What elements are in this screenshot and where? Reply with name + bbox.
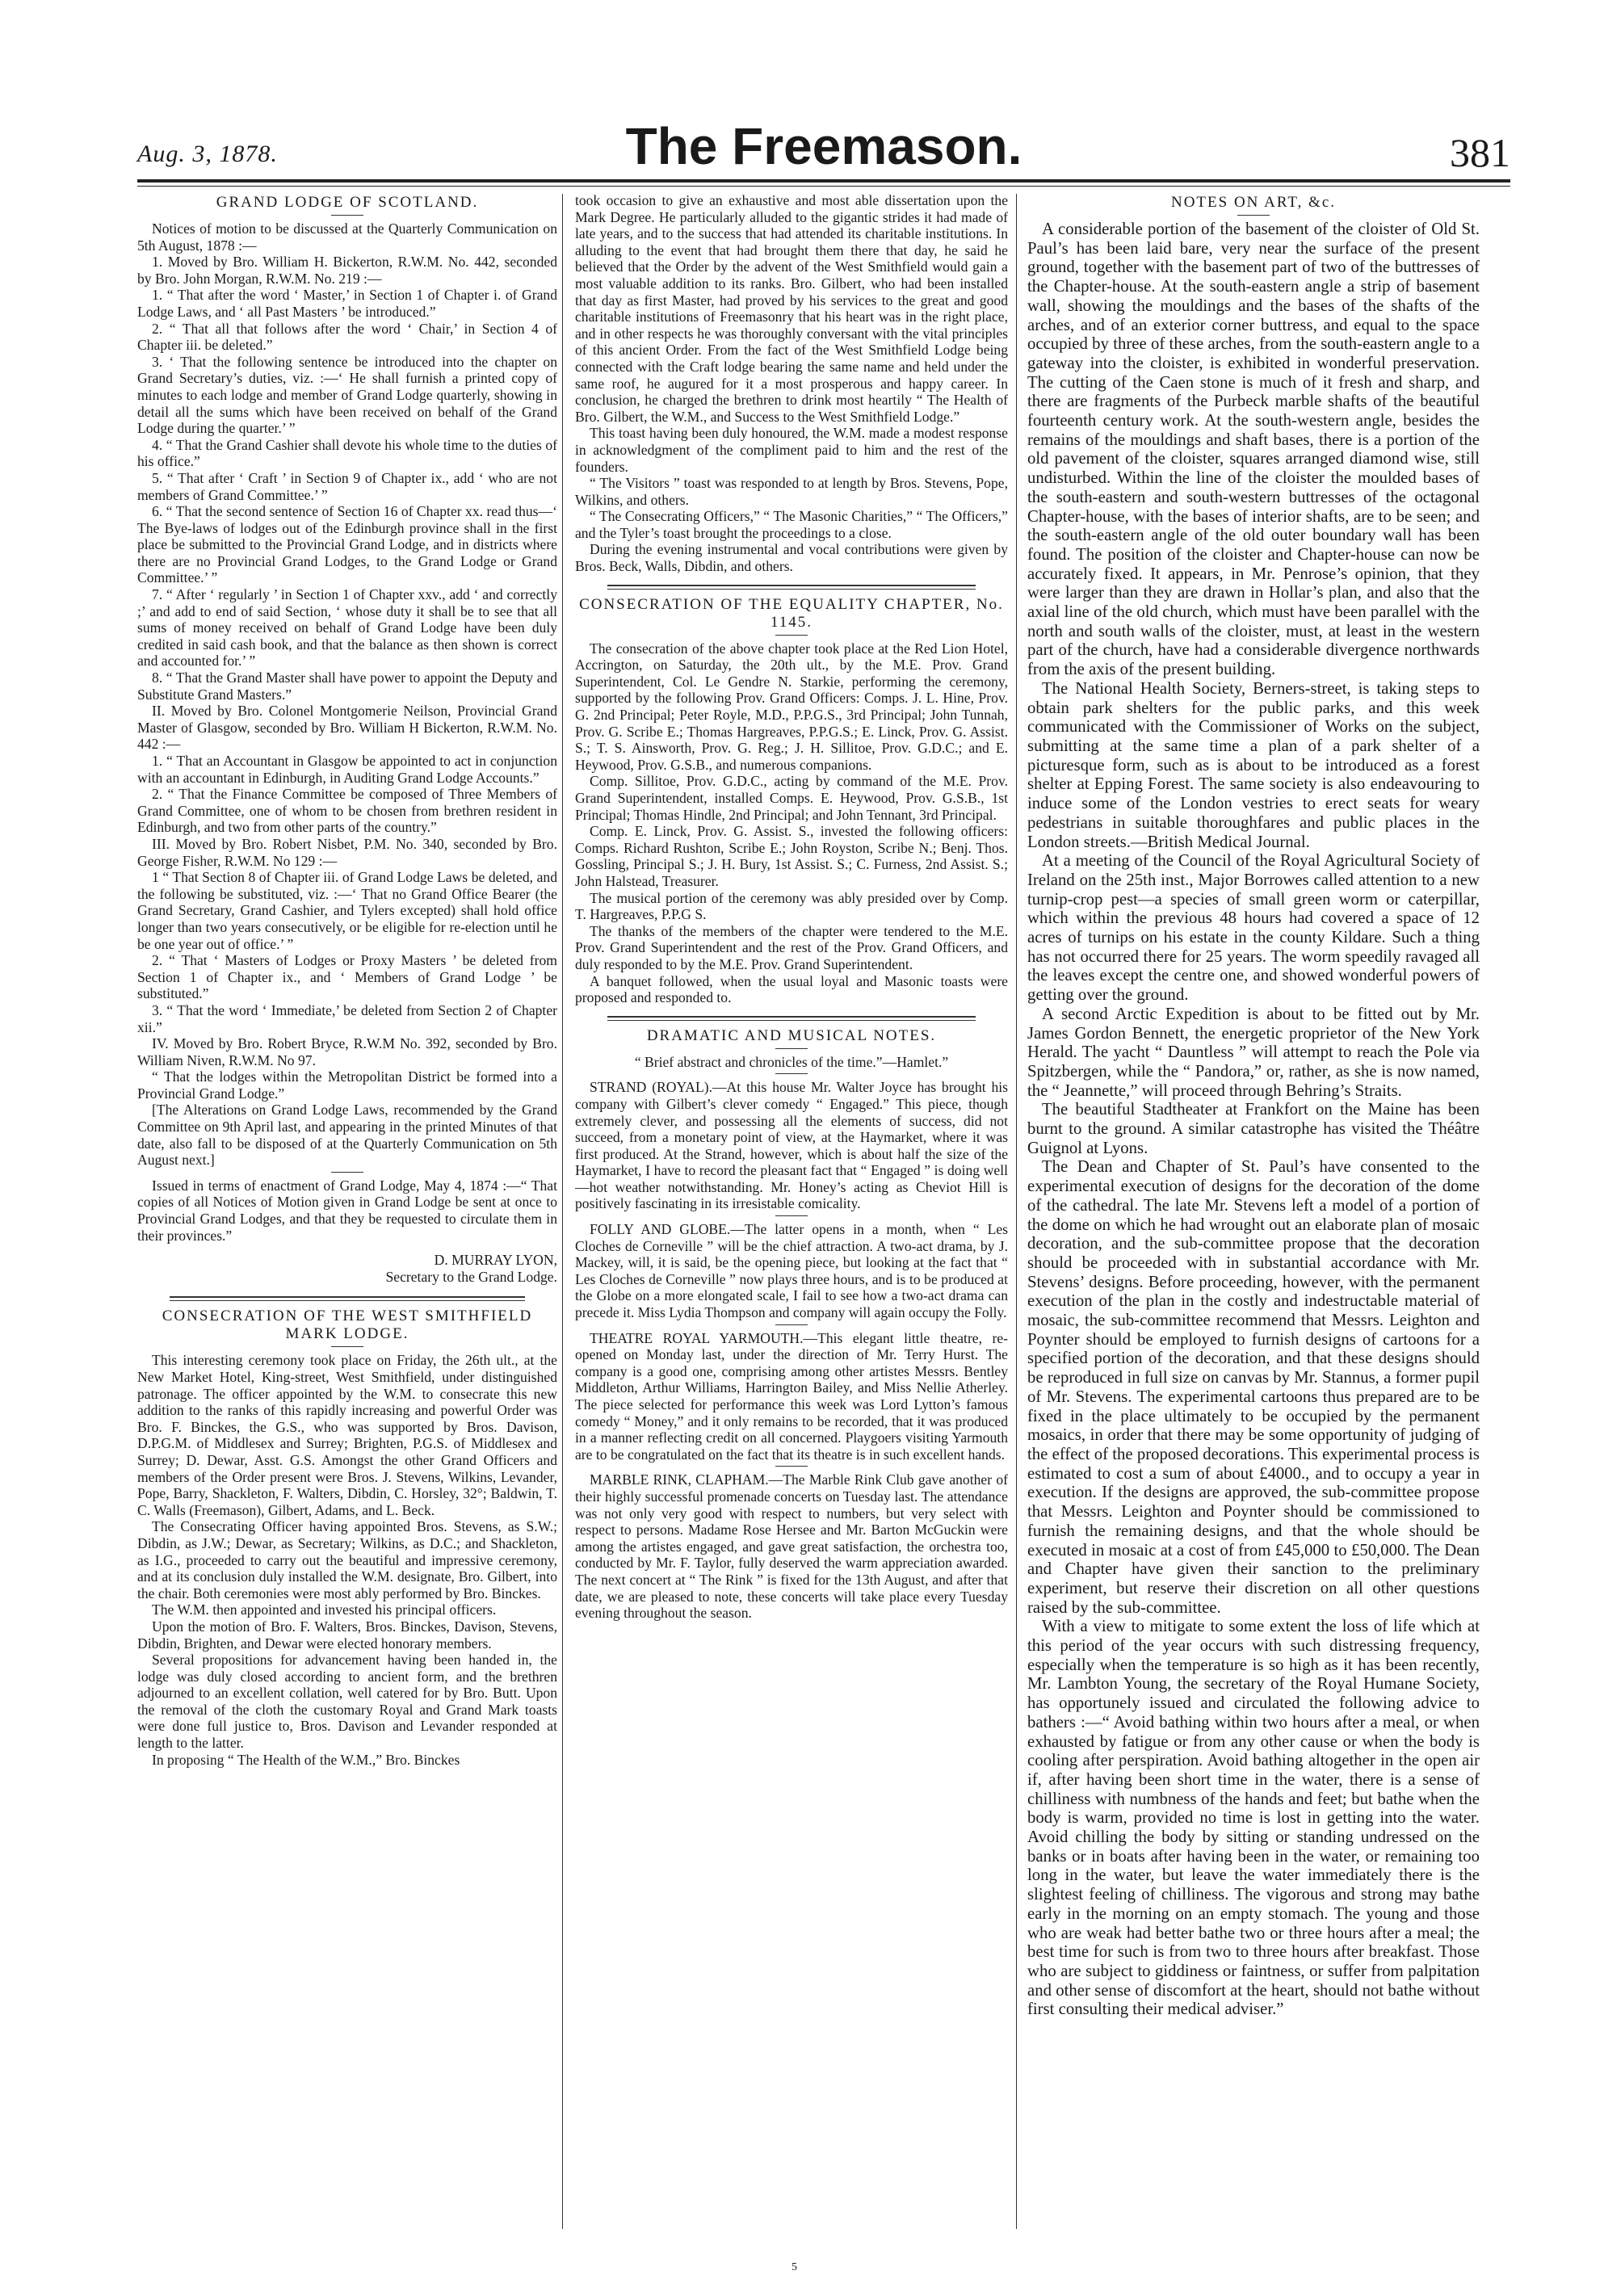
signature-mark: 5 [792,2261,797,2273]
masthead-rule [137,179,1510,183]
paragraph: Several propositions for advancement having been handed in, the lodge was duly closed according to ancient form, and the brethren adjourned to an excellent collation, well catered for by Bro. Butt. Upon the removal of the cloth the customary Royal and Grand Mark toasts were done full justice to, Bros. Davison and Levander responded at length to the latter. [137,1652,557,1752]
signature-title: Secretary to the Grand Lodge. [385,1268,557,1285]
paragraph: 3. ‘ That the following sentence be introduced into the chapter on Grand Secretary’s duties, viz. :—‘ He shall furnish a printed copy of minutes to each lodge and member of Grand Lodge quarterly, showing in detail all the sums which have been received on behalf of the Grand Lodge during the quarter.’ ” [137,353,557,437]
paragraph: A second Arctic Expedition is about to be fitted out by Mr. James Gordon Bennett, the energetic proprietor of the New York Herald. The yacht “ Dauntless ” will attempt to reach the Pole via Spitzbergen, while the “ Pandora,” or, rather, as she is now named, the “ Jeannette,” will proceed through Behring’s Straits. [1027,1005,1480,1100]
paragraph: The beautiful Stadtheater at Frankfort on the Maine has been burnt to the ground. A similar catastrophe has visited the Théâtre Guignol at Lyons. [1027,1101,1480,1157]
divider [775,1048,808,1049]
paragraph: FOLLY AND GLOBE.—The latter opens in a month, when “ Les Cloches de Corneville ” will be the chief attraction. A two-act drama, by J. Mackey, will, it is said, be the opening piece, but looking at the fact that “ Les Cloches de Corneville ” now plays three hours, and is to be produced at the Globe on a more elongated scale, I fail to see how a two-act drama can precede it. Miss Lydia Thompson and company will again occupy the Folly. [575,1221,1008,1321]
article-heading: CONSECRATION OF THE EQUALITY CHAPTER, No. 1145. [579,595,1004,631]
column-divider [562,194,563,2229]
paragraph: MARBLE RINK, CLAPHAM.—The Marble Rink Club gave another of their highly successful promenade concerts on Tuesday last. The attendance was not only very good with respect to numbers, but very select with respect to persons. Madame Rose Hersee and Mr. Barton McGuckin were among the artistes engaged, and gave great satisfaction, the orchestra too, conducted by Mr. F. Taylor, fully deserved the warm appreciation awarded. The next concert at “ The Rink ” is fixed for the 13th August, and after that date, we are pleased to note, these concerts will take place every Tuesday evening throughout the season. [575,1471,1008,1622]
epigraph: “ Brief abstract and chronicles of the time.”—Hamlet.” [634,1053,949,1070]
paragraph: took occasion to give an exhaustive and most able dissertation upon the Mark Degree. He particularly alluded to the gigantic strides it had made of late years, and to the success that had attended its charitable institutions. In alluding to the event that had brought them there that day, he said he believed that the Order by the advent of the West Smithfield would gain a most valuable addition to its ranks. Bro. Gilbert, who had been installed that day as first Master, had proved by his services to the great and good charitable institutions of Freemasonry that his heart was in the right place, and in other respects he was thoroughly conversant with the vital principles of this ancient Order. From the fact of the West Smithfield Lodge being connected with the Craft lodge bearing the same name and held under the same roof, he augured for it a most prosperous and happy career. In conclusion, he charged the brethren to drink most heartily “ The Health of Bro. Gilbert, the W.M., and Success to the West Smithfield Lodge.” [575,192,1008,425]
section-rule [607,1016,976,1021]
section-rule [170,1296,525,1301]
newspaper-title: The Freemason. [625,117,1022,175]
column-1 [137,192,557,2260]
page-number: 381 [1450,130,1510,175]
paragraph: Comp. E. Linck, Prov. G. Assist. S., invested the following officers: Comps. Richard Rushton, Scribe E.; John Royston, Scribe N.; Benj. Thos. Gossling, Principal S.; J. H. Bury, 1st Assist. S.; C. Furness, 2nd Assist. S.; John Halstead, Treasurer. [575,823,1008,889]
signature-name: D. MURRAY LYON, [434,1252,557,1269]
divider [775,1324,808,1325]
paragraph: During the evening instrumental and vocal contributions were given by Bros. Beck, Walls, Dibdin, and others. [575,541,1008,575]
paragraph: This toast having been duly honoured, the W.M. made a modest response in acknowledgment of the compliment paid to him and the rest of the founders. [575,425,1008,475]
paragraph: Comp. Sillitoe, Prov. G.D.C., acting by command of the M.E. Prov. Grand Superintendent, installed Comps. E. Heywood, Prov. G.S.B., 1st Principal; Thomas Hindle, 2nd Principal; and John Tennant, 3rd Principal. [575,773,1008,823]
paragraph: Issued in terms of enactment of Grand Lodge, May 4, 1874 :—“ That copies of all Notices of Motion given in Grand Lodge be sent at once to Provincial Grand Lodges, and that they be requested to circulate them in their provinces.” [137,1177,557,1244]
paragraph: Notices of motion to be discussed at the Quarterly Communication on 5th August, 1878 :— [137,220,557,254]
paragraph: “ The Visitors ” toast was responded to at length by Bros. Stevens, Pope, Wilkins, and others. [575,475,1008,508]
paragraph: “ That the lodges within the Metropolitan District be formed into a Provincial Grand Lodge.” [137,1068,557,1102]
paragraph: THEATRE ROYAL YARMOUTH.—This elegant little theatre, re-opened on Monday last, under the direction of Mr. Terry Hurst. The company is a good one, comprising among other artistes Messrs. Bentley Middleton, Arthur Williams, Harrington Bailey, and Miss Nellie Atherley. The piece selected for performance this week was Lord Lytton’s famous comedy “ Money,” and it only remains to be recorded, that it was produced in a manner reflecting credit on all concerned. Playgoers visiting Yarmouth are to be congratulated on the fact that its theatre is in such excellent hands. [575,1329,1008,1463]
paragraph: 5. “ That after ‘ Craft ’ in Section 9 of Chapter ix., add ‘ who are not members of Grand Committee.’ ” [137,469,557,503]
paragraph: 2. “ That the Finance Committee be composed of Three Members of Grand Committee, one of whom to be chosen from brethren resident in Edinburgh, and two from other parts of the country.” [137,786,557,836]
divider [331,1172,363,1173]
paragraph: The Dean and Chapter of St. Paul’s have consented to the experimental execution of designs for the decoration of the dome of the cathedral. The late Mr. Stevens left a model of a portion of the dome on which he had wrought out an elaborate plan of mosaic decoration, and the sub-committee propose that the decoration should be proceeded with in substantial accordance with Mr. Stevens’ designs. Before proceeding, however, with the permanent execution of the plan in the costly and indestructable material of mosaic, the sub-committee recommend that Messrs. Leighton and Poynter should be employed to furnish designs of cartoons for a specified portion of the decoration, and that these designs should be reproduced in full size on canvas by Mr. Stannus, a former pupil of Mr. Stevens. The experimental cartoons thus prepared are to be fixed in the place ultimately to be occupied by the permanent mosaics, in order that there may be some opportunity of judging of the effect of the proposed decorations. This experimental process is estimated to cost a sum of about £4000., and to occupy a year in execution. If the designs are approved, the sub-committee propose that Messrs. Leighton and Poynter should be commissioned to furnish the remaining designs, and that the whole should be executed in mosaic at a cost of from £45,000 to £50,000. The Dean and Chapter have given their sanction to the preliminary experiment, but reserve their discretion on all other questions raised by the sub-committee. [1027,1158,1480,1617]
paragraph: With a view to mitigate to some extent the loss of life which at this period of the year occurs with such distressing frequency, especially when the temperature is so high as it has been recently, Mr. Lambton Young, the secretary of the Royal Humane Society, has opportunely issued and circulated the following advice to bathers :—“ Avoid bathing within two hours after a meal, or when exhausted by fatigue or from any other cause or when the body is cooling after perspiration. Avoid bathing altogether in the open air if, after having been short time in the water, there is a sense of chilliness with numbness of the hands and feet; but bathe when the body is warm, provided no time is lost in getting into the water. Avoid chilling the body by sitting or standing undressed on the banks or in boats after having been in the water, or remaining too long in the water, but leave the water immediately there is the slightest feeling of chilliness. The vigorous and strong may bathe early in the morning on an empty stomach. The young and those who are weak had better bathe two or three hours after a meal; the best time for such is from two to three hours after breakfast. Those who are subject to giddiness or faintness, or suffer from palpitation and other sense of discomfort at the heart, should not bathe without first consulting their medical adviser.” [1027,1618,1480,2019]
paragraph: 1. Moved by Bro. William H. Bickerton, R.W.M. No. 442, seconded by Bro. John Morgan, R.W.M. No. 219 :— [137,254,557,287]
paragraph: A considerable portion of the basement of the cloister of Old St. Paul’s has been laid bare, very near the surface of the present ground, together with the basement part of two of the buttresses of the Chapter-house. At the south-eastern angle a strip of basement wall, showing the mouldings and the bases of the shafts of the arches, and of an exterior corner buttress, and equal to the space occupied by three of these arches, from the south-eastern angle to a gateway into the cloister, is exhibited in wonderful preservation. The cutting of the Caen stone is much of it fresh and sharp, and there are fragments of the Purbeck marble shafts of the beautiful fourteenth century work. At the south-western angle, besides the remains of the mouldings and shaft bases, there is a portion of the old pavement of the cloister, squares arranged diamond wise, still undisturbed. Within the line of the cloister the moulded bases of the south-eastern and south-western buttresses of the octagonal Chapter-house, with the bases of interior shafts, are to be seen; and the south-eastern angle of the old outer boundary wall has been found. The position of the cloister and Chapter-house can now be accurately fixed. It appears, in Mr. Penrose’s opinion, that they were larger than they are drawn in Hollar’s plan, and also that the axial line of the old church, which must have been parallel with the north and south walls of the cloister, must, at least in the western part of the church, have had a considerable divergence northwards from the axis of the present building. [1027,220,1480,679]
paragraph: The Consecrating Officer having appointed Bros. Stevens, as S.W.; Dibdin, as J.W.; Dewar, as Secretary; Wilkins, as D.C.; and Shackleton, as I.G., proceeded to carry out the beautiful and impressive ceremony, and at its conclusion duly installed the W.M. designate, Bro. Gilbert, into the chair. Both ceremonies were most ably performed by Bro. Binckes. [137,1518,557,1601]
paragraph: Upon the motion of Bro. F. Walters, Bros. Binckes, Davison, Stevens, Dibdin, Brighten, and Dewar were elected honorary members. [137,1618,557,1652]
divider [331,1346,363,1347]
paragraph: The thanks of the members of the chapter were tendered to the M.E. Prov. Grand Superintendent and the rest of the Prov. Grand Officers, and duly responded to by the M.E. Prov. Grand Superintendent. [575,922,1008,972]
column-divider [1016,194,1017,2229]
article-heading: NOTES ON ART, &c. [1170,194,1337,211]
paragraph: 1 “ That Section 8 of Chapter iii. of Grand Lodge Laws be deleted, and the following be substituted, viz. :—‘ That no Grand Office Bearer (the Grand Secretary, Grand Cashier, and Tylers excepted) shall hold office longer than two years consecutively, or be eligible for re-election until he be one year out of office.’ ” [137,869,557,952]
divider [775,635,808,636]
issue-date: Aug. 3, 1878. [137,141,278,167]
divider [775,1466,808,1467]
paragraph: 8. “ That the Grand Master shall have power to appoint the Deputy and Substitute Grand Masters.” [137,669,557,703]
paragraph: 3. “ That the word ‘ Immediate,’ be deleted from Section 2 of Chapter xii.” [137,1001,557,1035]
paragraph: At a meeting of the Council of the Royal Agricultural Society of Ireland on the 25th inst., Major Borrowes called attention to a new turnip-crop pest—a species of small green worm or caterpillar, which within the previous 48 hours had covered a space of 12 acres of turnips on his estate in the county Kildare. Such a thing has not occurred there for 25 years. The worm speedily ravaged all the leaves except the centre one, and showed wonderful powers of getting over the ground. [1027,852,1480,1005]
paragraph: III. Moved by Bro. Robert Nisbet, P.M. No. 340, seconded by Bro. George Fisher, R.W.M. No 129 :— [137,835,557,869]
paragraph: 2. “ That all that follows after the word ‘ Chair,’ in Section 4 of Chapter iii. be deleted.” [137,320,557,354]
masthead-rule-thin [137,186,1510,187]
paragraph: [The Alterations on Grand Lodge Laws, recommended by the Grand Committee on 9th April last, and appearing in the printed Minutes of that date, also fall to be disposed of at the Quarterly Communication on 5th August next.] [137,1102,557,1169]
paragraph: 7. “ After ‘ regularly ’ in Section 1 of Chapter xxv., add ‘ and correctly ;’ and add to end of said Section, ‘ whose duty it shall be to see that all sums of money received on behalf of Grand Lodge have been duly credited in said cash book, and that the balance as then shown is correct and accounted for.’ ” [137,586,557,669]
paragraph: This interesting ceremony took place on Friday, the 26th ult., at the New Market Hotel, King-street, West Smithfield, under distinguished patronage. The officer appointed by the W.M. to consecrate this new addition to the ranks of this rapidly increasing and powerful Order was Bro. F. Binckes, the G.S., who was supported by Bros. Davison, D.P.G.M. of Middlesex and Surrey; Brighten, P.G.S. of Middlesex and Surrey; D. Dewar, Asst. G.S. Amongst the other Grand Officers and members of the Order present were Bros. J. Stevens, Wilkins, Levander, Pope, Barry, Shackleton, F. Walters, Dibdin, C. Horsley, 32°; Baldwin, T. C. Walls (Freemason), Gilbert, Adams, and L. Beck. [137,1352,557,1518]
paragraph: 1. “ That after the word ‘ Master,’ in Section 1 of Chapter i. of Grand Lodge Laws, and ‘ all Past Masters ’ be introduced.” [137,287,557,320]
paragraph: A banquet followed, when the usual loyal and Masonic toasts were proposed and responded to. [575,972,1008,1006]
paragraph: The National Health Society, Berners-street, is taking steps to obtain park shelters for the public parks, and this week communicated with the Commissioner of Works on the subject, submitting at the same time a plan of a park shelter of a picturesque form, such as is about to be introduced as a forest shelter at Epping Forest. The same society is also endeavouring to induce some of the London vestries to erect seats for weary pedestrians in suitable thoroughfares and public places in the London streets.—British Medical Journal. [1027,679,1480,851]
column-3 [1027,192,1480,2260]
paragraph: II. Moved by Bro. Colonel Montgomerie Neilson, Provincial Grand Master of Glasgow, seconded by Bro. William H Bickerton, R.W.M. No. 442 :— [137,703,557,753]
paragraph: The W.M. then appointed and invested his principal officers. [152,1601,497,1618]
paragraph: IV. Moved by Bro. Robert Bryce, R.W.M No. 392, seconded by Bro. William Niven, R.W.M. No 97. [137,1035,557,1068]
paragraph: 6. “ That the second sentence of Section 16 of Chapter xx. read thus—‘ The Bye-laws of lodges out of the Edinburgh province shall in the first place be submitted to the Provincial Grand Lodge, and in districts where there are no Provincial Grand Lodges, to the Grand Lodge or Grand Committee.’ ” [137,503,557,586]
paragraph: 4. “ That the Grand Cashier shall devote his whole time to the duties of his office.” [137,436,557,470]
article-heading: GRAND LODGE OF SCOTLAND. [216,194,479,211]
paragraph: The consecration of the above chapter took place at the Red Lion Hotel, Accrington, on Saturday, the 20th ult., by the M.E. Prov. Grand Superintendent, Col. Le Gendre N. Starkie, performing the ceremony, supported by the following Prov. Grand Officers: Comps. J. L. Hine, Prov. G. 2nd Principal; Peter Royle, M.D., P.P.G.S., 3rd Principal; John Tunnah, Prov. G. Scribe E.; Thomas Hargreaves, P.P.G.S.; E. Linck, Prov. G. Assist. S.; T. S. Ainsworth, Prov. G. Reg.; J. H. Sillitoe, Prov. G.D.C.; and E. Heywood, Prov. G.S.B., and numerous companions. [575,640,1008,773]
paragraph: STRAND (ROYAL).—At this house Mr. Walter Joyce has brought his company with Gilbert’s clever comedy “ Engaged.” This piece, though extremely clever, and possessing all the elements of success, did not succeed, from a monetary point of view, at the Haymarket, where it was first produced. At the Strand, however, which is about half the size of the Haymarket, I have to record the pleasant fact that “ Engaged ” is doing well—hot weather notwithstanding. Mr. Honey’s acting as Cheviot Hill is positively fascinating in its irresistable comicality. [575,1079,1008,1212]
article-heading: CONSECRATION OF THE WEST SMITHFIELD MARK LODGE. [162,1308,533,1343]
section-rule [607,585,976,590]
paragraph: In proposing “ The Health of the W.M.,” Bro. Binckes [152,1751,460,1768]
paragraph: The musical portion of the ceremony was ably presided over by Comp. T. Hargreaves, P.P.G S. [575,889,1008,923]
divider [1237,215,1270,216]
paragraph: “ The Consecrating Officers,” “ The Masonic Charities,” “ The Officers,” and the Tyler’s toast brought the proceedings to a close. [575,508,1008,541]
paragraph: 1. “ That an Accountant in Glasgow be appointed to act in conjunction with an accountant in Edinburgh, in Auditing Grand Lodge Accounts.” [137,753,557,786]
divider [331,215,363,216]
divider [775,1215,808,1216]
paragraph: 2. “ That ‘ Masters of Lodges or Proxy Masters ’ be deleted from Section 1 of Chapter ix., and ‘ Members of Grand Lodge ’ be substituted.” [137,952,557,1002]
divider [775,1073,808,1074]
article-heading: DRAMATIC AND MUSICAL NOTES. [646,1026,937,1044]
column-2 [575,192,1008,2260]
